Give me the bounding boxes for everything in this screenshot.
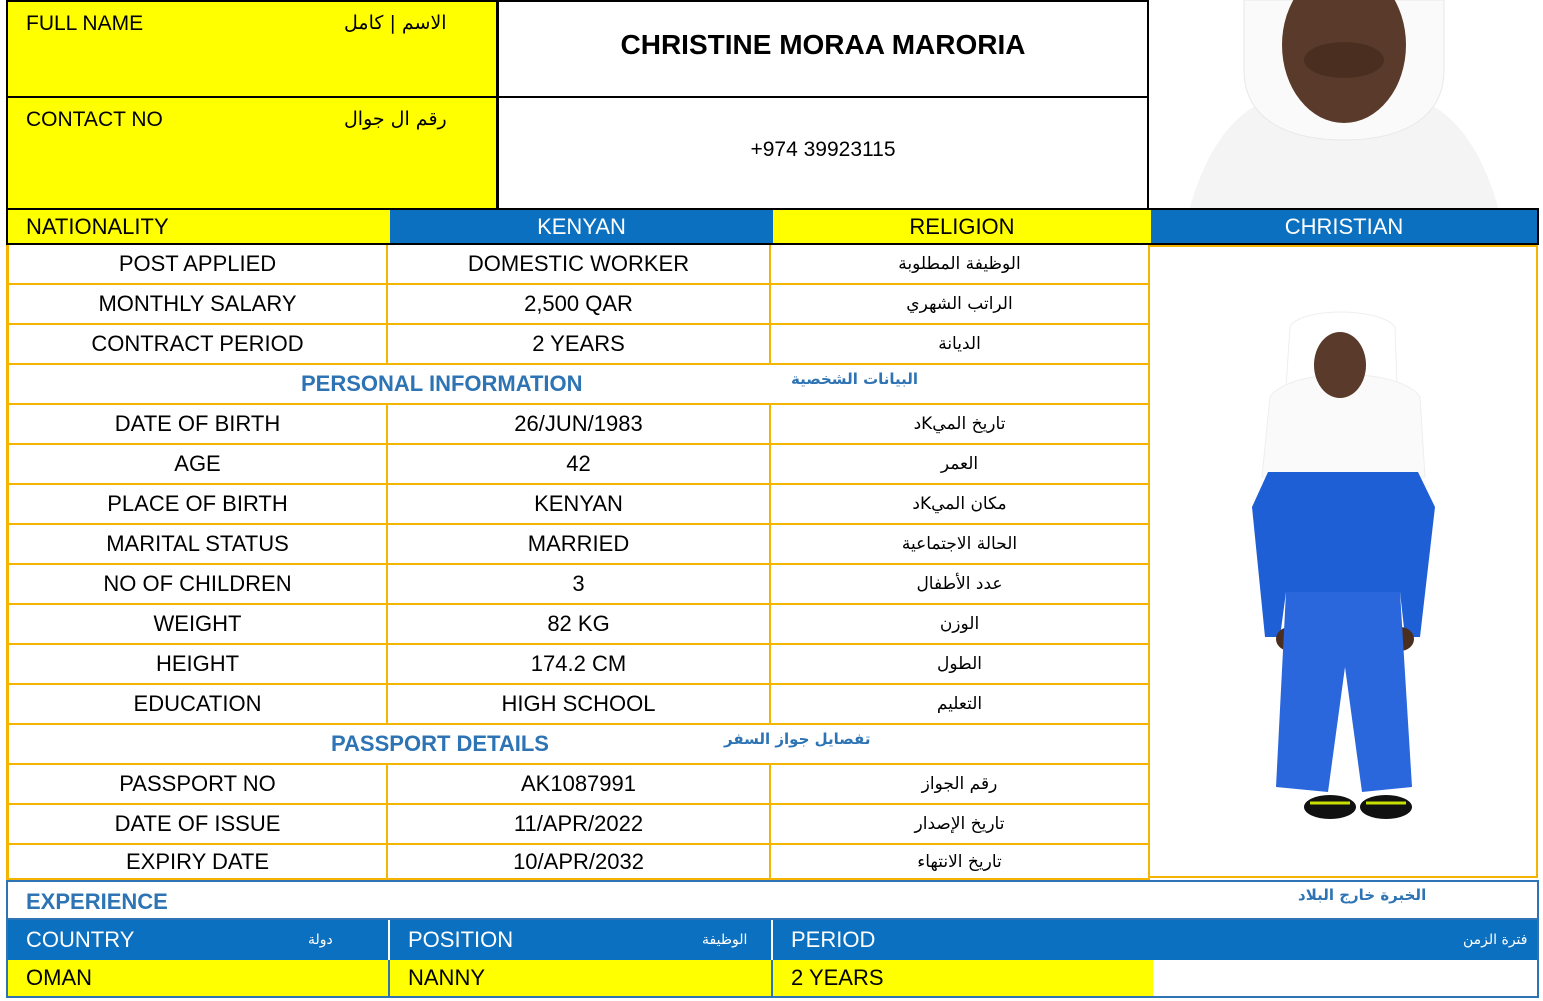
row-value: MARRIED [388,525,771,565]
row-label-ar: الحالة الاجتماعية [771,525,1150,565]
row-label: EXPIRY DATE [6,845,388,880]
row-value: HIGH SCHOOL [388,685,771,725]
column-header-position [390,920,773,960]
contact-label-cell [6,96,498,210]
row-label-ar: التعليم [771,685,1150,725]
row-label: EDUCATION [6,685,388,725]
column-header-position-label: POSITION [408,927,514,952]
row-label: NO OF CHILDREN [6,565,388,605]
row-label: DATE OF BIRTH [6,405,388,445]
row-label-ar: العمر [771,445,1150,485]
experience-row [6,960,1539,998]
experience-title-ar: الخبرة خارج البلاد [1298,886,1427,904]
experience-column-headers [6,920,1539,960]
row-label-ar: مكان الميKد [771,485,1150,525]
table-row [6,805,1150,845]
row-label: MARITAL STATUS [6,525,388,565]
row-value: 2,500 QAR [388,285,771,325]
religion-value: CHRISTIAN [1151,210,1537,243]
table-row [6,445,1150,485]
row-value: KENYAN [388,485,771,525]
column-header-period-label: PERIOD [791,927,876,952]
row-label-ar: الوزن [771,605,1150,645]
row-value: 11/APR/2022 [388,805,771,845]
row-label-ar: الطول [771,645,1150,685]
table-row [6,685,1150,725]
nationality-row [6,208,1539,245]
row-label-ar: تاريخ الميKد [771,405,1150,445]
row-label-ar: الراتب الشهري [771,285,1150,325]
headshot-photo [1149,0,1539,210]
table-row [6,565,1150,605]
row-label: DATE OF ISSUE [6,805,388,845]
table-row [6,645,1150,685]
full-name-value: CHRISTINE MORAA MARORIA [620,29,1026,60]
personal-info-title-ar: البيانات الشخصية [791,370,919,388]
table-row [6,525,1150,565]
row-label: PLACE OF BIRTH [6,485,388,525]
row-value: DOMESTIC WORKER [388,245,771,285]
contact-cell [497,96,1149,210]
column-header-country [8,920,390,960]
table-row [6,245,1150,285]
table-row [6,845,1150,880]
row-value: 82 KG [388,605,771,645]
contact-value: +974 39923115 [750,138,896,161]
experience-period: 2 YEARS [773,960,1153,996]
contact-label: CONTACT NO [26,108,163,131]
row-label-ar: تاريخ الإصدار [771,805,1150,845]
row-label-ar: تاريخ الانتهاء [771,845,1150,880]
experience-header [6,880,1539,920]
passport-details-title: PASSPORT DETAILS [331,731,549,756]
experience-title: EXPERIENCE [26,889,168,914]
row-label-ar: رقم الجواز [771,765,1150,805]
contact-label-ar: رقم ال جوال [338,108,453,130]
full-body-photo [1150,245,1538,878]
row-label: AGE [6,445,388,485]
row-value: AK1087991 [388,765,771,805]
row-value: 42 [388,445,771,485]
row-label: CONTRACT PERIOD [6,325,388,365]
full-name-label-cell [6,0,498,98]
row-value: 3 [388,565,771,605]
table-row [6,405,1150,445]
column-header-country-ar: دولة [308,932,333,948]
full-name-cell [497,0,1149,98]
personal-info-title: PERSONAL INFORMATION [301,371,583,396]
row-label-ar: الديانة [771,325,1150,365]
row-label: POST APPLIED [6,245,388,285]
row-label: MONTHLY SALARY [6,285,388,325]
table-row [6,765,1150,805]
table-row [6,285,1150,325]
row-label-ar: عدد الأطفال [771,565,1150,605]
row-value: 26/JUN/1983 [388,405,771,445]
row-value: 10/APR/2032 [388,845,771,880]
row-label: HEIGHT [6,645,388,685]
religion-label: RELIGION [773,210,1151,243]
column-header-period-ar: فترة الزمن [1463,932,1528,948]
passport-details-title-ar: تفصايل جواز السفر [724,730,871,748]
personal-info-header [6,365,1150,405]
full-name-label: FULL NAME [26,12,144,35]
full-name-label-ar: الاسم | كامل [338,12,453,34]
experience-country: OMAN [8,960,390,996]
column-header-period [773,920,1537,960]
experience-position: NANNY [390,960,773,996]
row-label: PASSPORT NO [6,765,388,805]
row-label: WEIGHT [6,605,388,645]
experience-empty-cell [1153,960,1537,996]
row-value: 174.2 CM [388,645,771,685]
nationality-label: NATIONALITY [8,210,390,243]
nationality-value: KENYAN [390,210,773,243]
table-row [6,605,1150,645]
column-header-country-label: COUNTRY [26,927,135,952]
column-header-position-ar: الوظيفة [702,932,748,948]
row-label-ar: الوظيفة المطلوبة [771,245,1150,285]
table-row [6,325,1150,365]
row-value: 2 YEARS [388,325,771,365]
passport-details-header [6,725,1150,765]
table-row [6,485,1150,525]
